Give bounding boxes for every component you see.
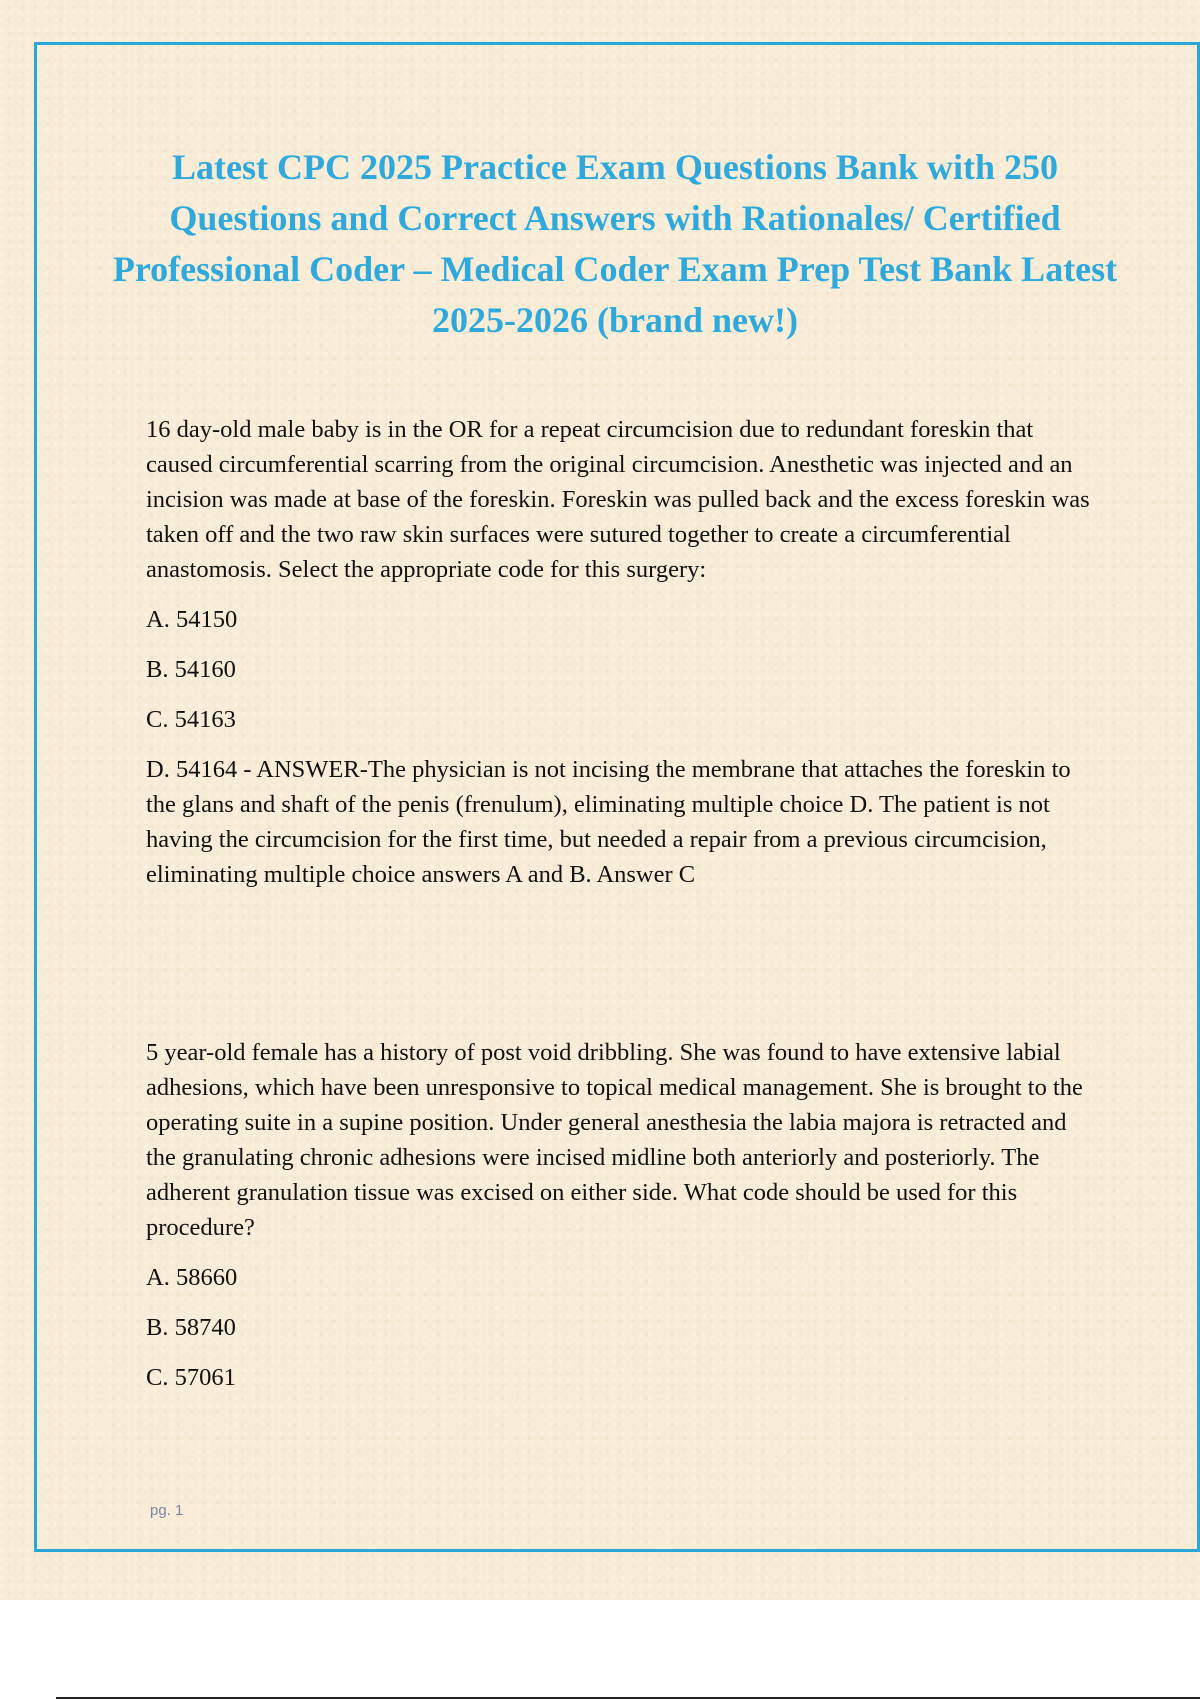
question-2-stem: 5 year-old female has a history of post void dribbling. She was found to have extensive labial adhesions, which have been unresponsive to topical medical management. She is brought to the operating suite in a supine position. Under general anesthesia the labia majora is retracted and the granulating chronic adhesions were incised midline both anteriorly and posteriorly. The adherent granulation tissue was excised on either side. What code should be used for this procedure? [146,1039,1083,1241]
page-number: pg. 1 [150,1502,184,1519]
question-2 [146,1035,1096,1395]
question-1-answer-rationale: D. 54164 - ANSWER-The physician is not incising the membrane that attaches the foreskin to the glans and shaft of the penis (frenulum), eliminating multiple choice D. The patient is not having the circumcision for the first time, but needed a repair from a previous circumcision, eliminating multiple choice answers A and B. Answer C [146,756,1071,888]
question-1-stem: 16 day-old male baby is in the OR for a repeat circumcision due to redundant foreskin that caused circumferential scarring from the original circumcision. Anesthetic was injected and an incision was made at base of the foreskin. Foreskin was pulled back and the excess foreskin was taken off and the two raw skin surfaces were sutured together to create a circumferential anastomosis. Select the appropriate code for this surgery: [146,416,1090,583]
document-title: Latest CPC 2025 Practice Exam Questions Bank with 250 Questions and Correct Answers with Rationales/ Certified Professional Coder – Medical Coder Exam Prep Test Bank Latest 2025-2026 (brand new!) [112,147,1118,340]
question-2-option-c: C. 57061 [146,1364,236,1391]
question-2-option-b: B. 58740 [146,1314,236,1341]
bottom-divider [56,1697,1200,1699]
question-1-option-a: A. 54150 [146,606,238,633]
question-1-option-c: C. 54163 [146,706,236,733]
question-1 [146,412,1096,892]
question-1-option-b: B. 54160 [146,656,236,683]
question-2-option-a: A. 58660 [146,1264,238,1291]
